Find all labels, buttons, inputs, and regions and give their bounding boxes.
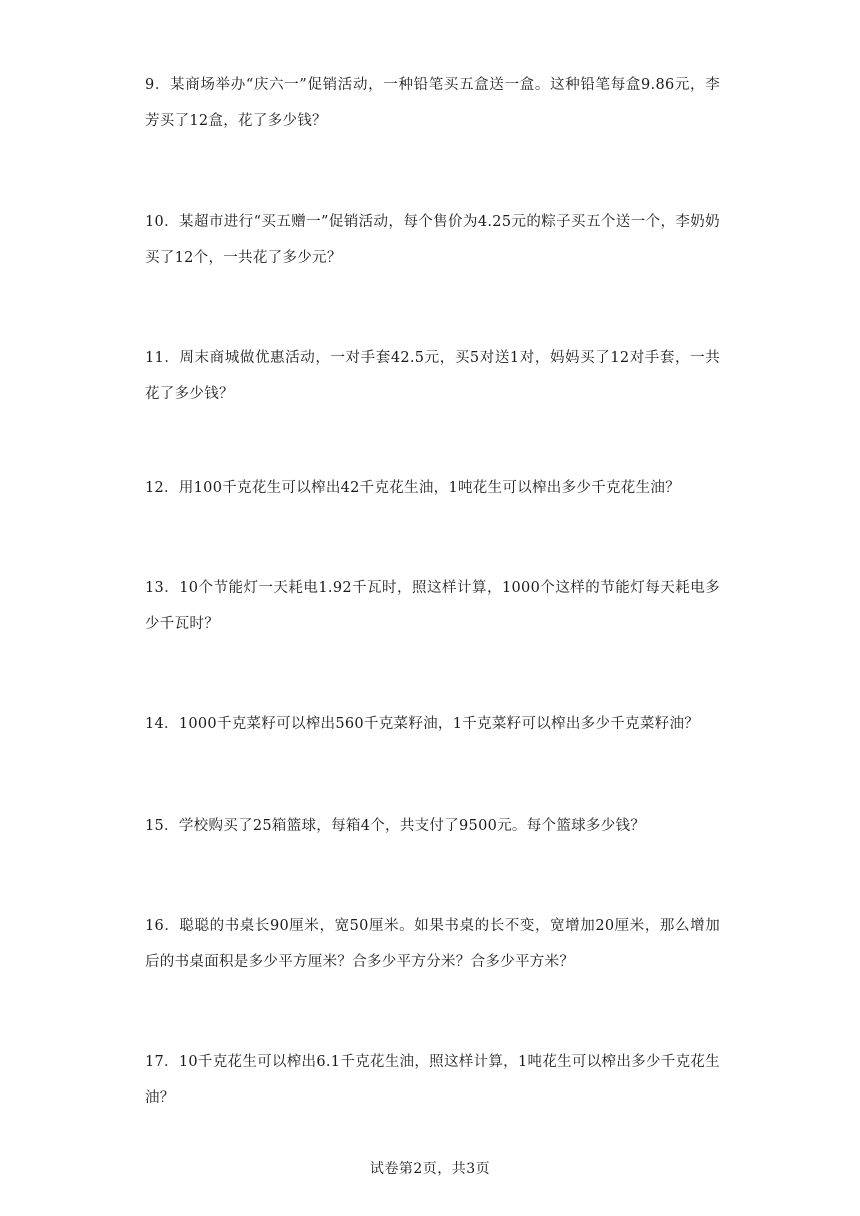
question-16: 16．聪聪的书桌长90厘米，宽50厘米。如果书桌的长不变，宽增加20厘米，那么增加后的书桌面积是多少平方厘米？合多少平方分米？合多少平方米？ <box>145 918 720 970</box>
question-17: 17．10千克花生可以榨出6.1千克花生油，照这样计算，1吨花生可以榨出多少千克花生油？ <box>145 1054 720 1106</box>
question-9: 9．某商场举办“庆六一”促销活动，一种铅笔买五盒送一盒。这种铅笔每盒9.86元，李芳买了12盒，花了多少钱？ <box>145 77 720 129</box>
question-15: 15．学校购买了25箱篮球，每箱4个，共支付了9500元。每个篮球多少钱？ <box>145 818 646 834</box>
question-11: 11．周末商城做优惠活动，一对手套42.5元，买5对送1对，妈妈买了12对手套，一共花了多少钱？ <box>145 350 720 402</box>
question-10: 10．某超市进行“买五赠一”促销活动，每个售价为4.25元的粽子买五个送一个，李奶奶买了12个，一共花了多少元？ <box>145 214 720 266</box>
question-13: 13．10个节能灯一天耗电1.92千瓦时，照这样计算，1000个这样的节能灯每天耗电多少千瓦时？ <box>145 580 720 632</box>
page-footer: 试卷第2页，共3页 <box>369 1161 491 1177</box>
question-14: 14．1000千克菜籽可以榨出560千克菜籽油，1千克菜籽可以榨出多少千克菜籽油？ <box>145 716 700 732</box>
question-12: 12．用100千克花生可以榨出42千克花生油，1吨花生可以榨出多少千克花生油？ <box>145 480 680 496</box>
